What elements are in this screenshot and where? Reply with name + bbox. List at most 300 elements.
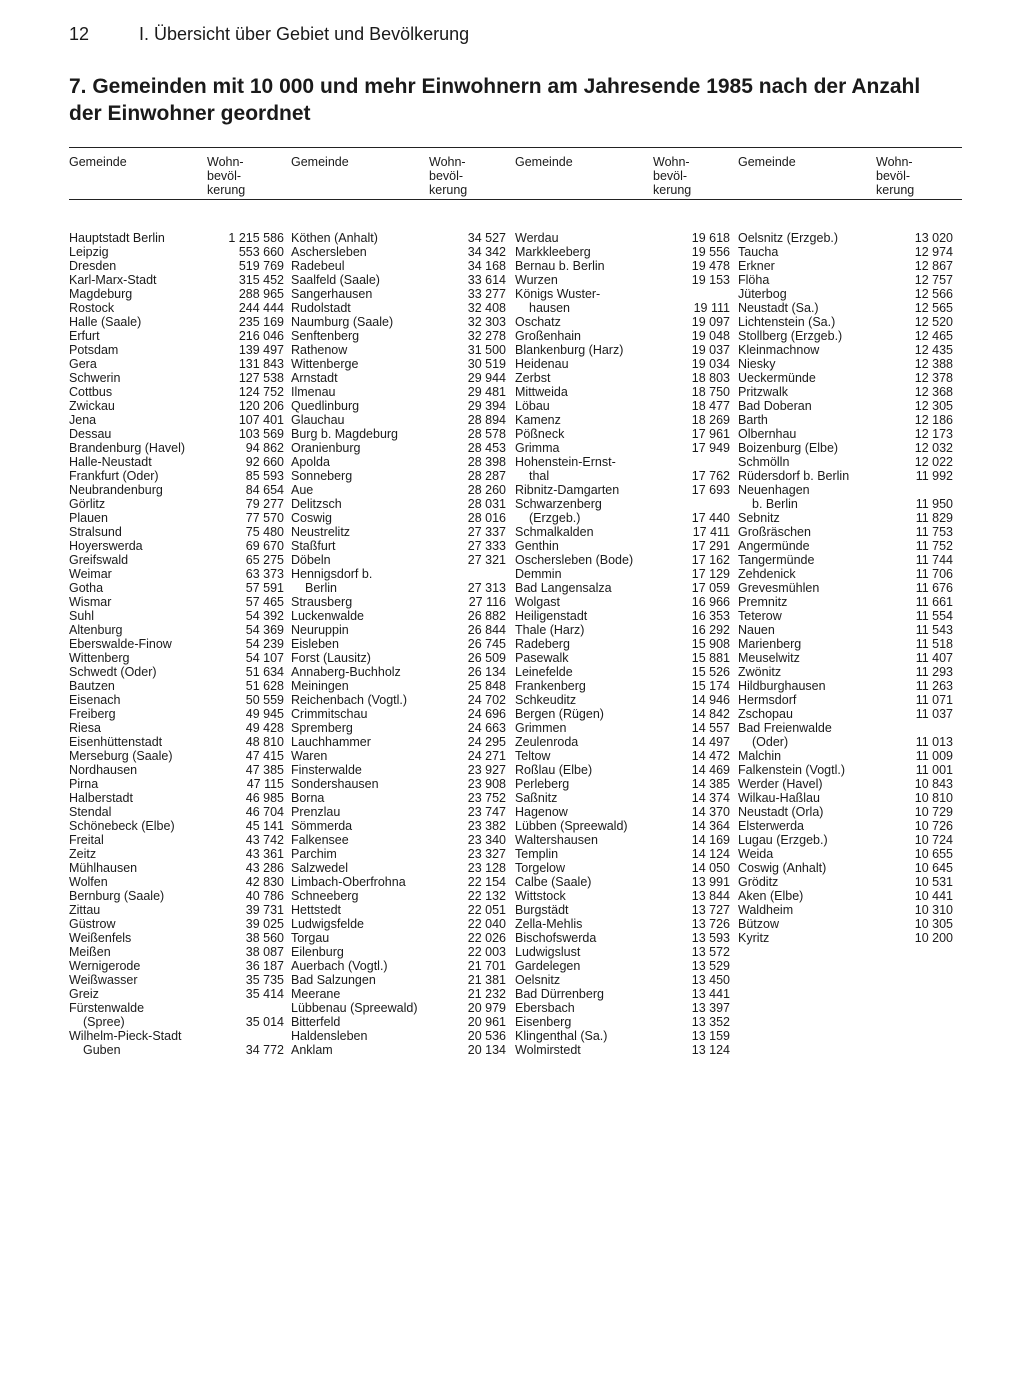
population-value: 27 321 <box>467 553 506 567</box>
gemeinde-name: Wilhelm-Pieck-Stadt <box>69 1029 182 1043</box>
table-row <box>69 455 284 469</box>
gemeinde-name: Neubrandenburg <box>69 483 163 497</box>
gemeinde-name: Guben <box>83 1043 121 1057</box>
gemeinde-name: Apolda <box>291 455 330 469</box>
population-value: 57 465 <box>245 595 284 609</box>
population-value: 50 559 <box>245 693 284 707</box>
gemeinde-name: Magdeburg <box>69 287 133 301</box>
table-row <box>515 665 730 679</box>
gemeinde-name: Sonneberg <box>291 469 353 483</box>
gemeinde-name: Sömmerda <box>291 819 353 833</box>
population-value: 23 927 <box>467 763 506 777</box>
table-row <box>738 525 953 539</box>
population-value: 216 046 <box>238 329 284 343</box>
gemeinde-name: Eisenberg <box>515 1015 572 1029</box>
gemeinde-name: Wolmirstedt <box>515 1043 581 1057</box>
population-value: 28 031 <box>467 497 506 511</box>
table-row <box>291 693 506 707</box>
gemeinde-name: Meerane <box>291 987 341 1001</box>
population-value: 244 444 <box>238 301 284 315</box>
population-value: 14 472 <box>691 749 730 763</box>
table-row <box>291 903 506 917</box>
table-row <box>515 1015 730 1029</box>
population-value: 14 364 <box>691 819 730 833</box>
gemeinde-name: Barth <box>738 413 768 427</box>
table-row <box>515 651 730 665</box>
table-row <box>515 735 730 749</box>
population-value: 79 277 <box>245 497 284 511</box>
gemeinde-name: Königs Wuster- <box>515 287 601 301</box>
gemeinde-name: Wismar <box>69 595 112 609</box>
gemeinde-name: Schönebeck (Elbe) <box>69 819 175 833</box>
table-row <box>738 875 953 889</box>
table-row <box>515 623 730 637</box>
table-row <box>738 231 953 245</box>
table-row <box>69 1043 284 1057</box>
column-rows <box>738 231 953 945</box>
population-value: 13 726 <box>691 917 730 931</box>
population-value: 24 702 <box>467 693 506 707</box>
gemeinde-name: Schwedt (Oder) <box>69 665 157 679</box>
population-value: 38 560 <box>245 931 284 945</box>
population-value: 28 894 <box>467 413 506 427</box>
gemeinde-name: Gröditz <box>738 875 779 889</box>
gemeinde-name: Oelsnitz (Erzgeb.) <box>738 231 839 245</box>
table-row <box>69 315 284 329</box>
population-value: 21 232 <box>467 987 506 1001</box>
table-row <box>515 805 730 819</box>
gemeinde-name: Oschatz <box>515 315 561 329</box>
population-value: 16 353 <box>691 609 730 623</box>
population-value: 18 269 <box>691 413 730 427</box>
table-row <box>291 707 506 721</box>
table-row <box>515 301 730 315</box>
table-row <box>69 273 284 287</box>
table-row <box>738 511 953 525</box>
gemeinde-name: Hohenstein-Ernst- <box>515 455 616 469</box>
population-value: 11 706 <box>915 567 953 581</box>
population-value: 19 034 <box>691 357 730 371</box>
gemeinde-name: Rostock <box>69 301 115 315</box>
table-row <box>291 931 506 945</box>
gemeinde-name: Coswig (Anhalt) <box>738 861 827 875</box>
table-row <box>515 287 730 301</box>
table-row <box>738 833 953 847</box>
gemeinde-name: Angermünde <box>738 539 810 553</box>
population-value: 24 271 <box>467 749 506 763</box>
population-value: 1 215 586 <box>228 231 284 245</box>
table-row <box>291 861 506 875</box>
population-value: 28 453 <box>467 441 506 455</box>
population-value: 21 701 <box>467 959 506 973</box>
population-value: 12 974 <box>914 245 953 259</box>
table-row <box>291 763 506 777</box>
population-value: 124 752 <box>238 385 284 399</box>
population-value: 13 159 <box>691 1029 730 1043</box>
gemeinde-name: Jüterbog <box>738 287 787 301</box>
gemeinde-name: Kyritz <box>738 931 770 945</box>
population-value: 19 153 <box>691 273 730 287</box>
gemeinde-name: Marienberg <box>738 637 802 651</box>
gemeinde-name: Pritzwalk <box>738 385 789 399</box>
table-row <box>515 539 730 553</box>
gemeinde-name: Borna <box>291 791 325 805</box>
table-row <box>515 931 730 945</box>
table-row <box>69 609 284 623</box>
gemeinde-name: hausen <box>529 301 571 315</box>
gemeinde-name: Riesa <box>69 721 101 735</box>
population-value: 47 385 <box>245 763 284 777</box>
table-row <box>515 917 730 931</box>
population-value: 17 693 <box>691 483 730 497</box>
table-row <box>515 511 730 525</box>
gemeinde-name: Pirna <box>69 777 99 791</box>
population-value: 13 397 <box>691 1001 730 1015</box>
table-row <box>291 917 506 931</box>
gemeinde-name: Halberstadt <box>69 791 133 805</box>
population-value: 57 591 <box>245 581 284 595</box>
gemeinde-name: Hettstedt <box>291 903 342 917</box>
table-row <box>291 819 506 833</box>
gemeinde-name: Werder (Havel) <box>738 777 823 791</box>
table-row <box>515 903 730 917</box>
gemeinde-name: Freital <box>69 833 104 847</box>
table-row <box>69 231 284 245</box>
gemeinde-name: Freiberg <box>69 707 116 721</box>
population-value: 11 554 <box>915 609 953 623</box>
gemeinde-name: Eisleben <box>291 637 339 651</box>
gemeinde-name: Gardelegen <box>515 959 581 973</box>
gemeinde-name: Waren <box>291 749 328 763</box>
gemeinde-name: Neuenhagen <box>738 483 810 497</box>
table-row <box>69 945 284 959</box>
population-value: 35 014 <box>245 1015 284 1029</box>
population-value: 28 578 <box>467 427 506 441</box>
table-row <box>515 875 730 889</box>
table-row <box>515 679 730 693</box>
table-row <box>291 455 506 469</box>
gemeinde-name: Kamenz <box>515 413 561 427</box>
gemeinde-name: b. Berlin <box>752 497 798 511</box>
population-value: 18 803 <box>691 371 730 385</box>
table-row <box>291 735 506 749</box>
population-value: 22 132 <box>467 889 506 903</box>
population-value: 33 277 <box>467 287 506 301</box>
gemeinde-name: Waltershausen <box>515 833 598 847</box>
table-row <box>291 651 506 665</box>
population-value: 23 908 <box>467 777 506 791</box>
gemeinde-name: Finsterwalde <box>291 763 362 777</box>
gemeinde-name: Neuruppin <box>291 623 349 637</box>
table-row <box>291 1029 506 1043</box>
gemeinde-name: Meiningen <box>291 679 349 693</box>
table-row <box>738 931 953 945</box>
population-value: 26 134 <box>467 665 506 679</box>
table-row <box>515 427 730 441</box>
gemeinde-name: Dessau <box>69 427 112 441</box>
gemeinde-name: Ueckermünde <box>738 371 816 385</box>
population-value: 22 051 <box>467 903 506 917</box>
population-value: 11 753 <box>915 525 953 539</box>
table-row <box>291 749 506 763</box>
table-row <box>738 609 953 623</box>
gemeinde-name: Greifswald <box>69 553 129 567</box>
page-number: 12 <box>69 24 90 44</box>
table-row <box>69 441 284 455</box>
gemeinde-name: Strausberg <box>291 595 353 609</box>
table-row <box>291 413 506 427</box>
population-value: 54 392 <box>245 609 284 623</box>
table-row <box>515 399 730 413</box>
gemeinde-name: Stralsund <box>69 525 122 539</box>
gemeinde-name: Premnitz <box>738 595 788 609</box>
gemeinde-name: Staßfurt <box>291 539 336 553</box>
column-rows <box>515 231 730 1057</box>
gemeinde-name: Frankenberg <box>515 679 586 693</box>
table-row <box>69 567 284 581</box>
population-value: 26 509 <box>467 651 506 665</box>
gemeinde-name: Neustrelitz <box>291 525 351 539</box>
table-row <box>291 497 506 511</box>
table-row <box>69 525 284 539</box>
gemeinde-name: Wittenberg <box>69 651 130 665</box>
table-row <box>515 231 730 245</box>
table-row <box>738 665 953 679</box>
table-row <box>69 749 284 763</box>
population-value: 17 440 <box>691 511 730 525</box>
population-value: 84 654 <box>245 483 284 497</box>
table-row <box>515 987 730 1001</box>
header-wohnbevoelkerung: Wohn- bevöl- kerung <box>429 155 468 197</box>
population-value: 10 305 <box>914 917 953 931</box>
gemeinde-name: Stendal <box>69 805 112 819</box>
table-row <box>291 441 506 455</box>
table-row <box>738 441 953 455</box>
table-row <box>515 833 730 847</box>
population-value: 10 200 <box>914 931 953 945</box>
gemeinde-name: Limbach-Oberfrohna <box>291 875 406 889</box>
population-value: 28 016 <box>467 511 506 525</box>
table-row <box>515 749 730 763</box>
table-row <box>291 777 506 791</box>
gemeinde-name: Delitzsch <box>291 497 342 511</box>
population-value: 27 337 <box>467 525 506 539</box>
table-row <box>69 637 284 651</box>
table-row <box>69 371 284 385</box>
table-row <box>291 1043 506 1057</box>
population-value: 49 428 <box>245 721 284 735</box>
table-row <box>291 483 506 497</box>
table-row <box>69 875 284 889</box>
gemeinde-name: Hoyerswerda <box>69 539 143 553</box>
gemeinde-name: Erfurt <box>69 329 100 343</box>
gemeinde-name: Zwönitz <box>738 665 782 679</box>
population-value: 13 572 <box>691 945 730 959</box>
gemeinde-name: Halle-Neustadt <box>69 455 152 469</box>
gemeinde-name: Grevesmühlen <box>738 581 820 595</box>
table-row <box>515 497 730 511</box>
gemeinde-name: Wilkau-Haßlau <box>738 791 820 805</box>
table-row <box>738 343 953 357</box>
table-row <box>738 483 953 497</box>
table-row <box>69 483 284 497</box>
table-row <box>69 707 284 721</box>
table-row <box>515 1001 730 1015</box>
table-row <box>291 721 506 735</box>
table-row <box>291 637 506 651</box>
gemeinde-name: Bernburg (Saale) <box>69 889 165 903</box>
population-value: 19 618 <box>691 231 730 245</box>
gemeinde-name: Neustadt (Sa.) <box>738 301 819 315</box>
table-row <box>69 539 284 553</box>
population-value: 23 128 <box>467 861 506 875</box>
table-row <box>738 749 953 763</box>
population-value: 13 124 <box>691 1043 730 1057</box>
table-row <box>738 497 953 511</box>
gemeinde-name: Weißenfels <box>69 931 132 945</box>
gemeinde-name: Malchin <box>738 749 782 763</box>
table-row <box>515 1029 730 1043</box>
population-value: 15 526 <box>691 665 730 679</box>
population-value: 43 742 <box>245 833 284 847</box>
gemeinde-name: Werdau <box>515 231 559 245</box>
table-row <box>738 329 953 343</box>
population-value: 12 520 <box>914 315 953 329</box>
population-value: 13 991 <box>691 875 730 889</box>
population-value: 54 369 <box>245 623 284 637</box>
table-row <box>69 329 284 343</box>
table-row <box>69 917 284 931</box>
population-value: 10 843 <box>914 777 953 791</box>
population-value: 17 059 <box>691 581 730 595</box>
table-row <box>69 805 284 819</box>
gemeinde-name: Coswig <box>291 511 332 525</box>
population-value: 10 726 <box>914 819 953 833</box>
population-value: 32 303 <box>467 315 506 329</box>
population-value: 12 435 <box>914 343 953 357</box>
table-row <box>515 693 730 707</box>
gemeinde-name: Schneeberg <box>291 889 359 903</box>
gemeinde-name: (Oder) <box>752 735 789 749</box>
gemeinde-name: Grimmen <box>515 721 567 735</box>
gemeinde-name: Torgau <box>291 931 330 945</box>
population-value: 13 450 <box>691 973 730 987</box>
table-row <box>69 763 284 777</box>
population-value: 235 169 <box>238 315 284 329</box>
table-row <box>69 777 284 791</box>
gemeinde-name: Schwarzenberg <box>515 497 602 511</box>
population-value: 17 961 <box>691 427 730 441</box>
table-row <box>291 427 506 441</box>
population-value: 19 478 <box>691 259 730 273</box>
population-value: 92 660 <box>245 455 284 469</box>
population-value: 13 441 <box>691 987 730 1001</box>
table-row <box>69 301 284 315</box>
gemeinde-name: Lauchhammer <box>291 735 371 749</box>
gemeinde-name: Großräschen <box>738 525 811 539</box>
population-value: 139 497 <box>238 343 284 357</box>
table-row <box>738 805 953 819</box>
table-row <box>69 259 284 273</box>
table-row <box>291 273 506 287</box>
table-row <box>69 679 284 693</box>
gemeinde-name: Zerbst <box>515 371 551 385</box>
gemeinde-name: Falkenstein (Vogtl.) <box>738 763 845 777</box>
population-value: 26 844 <box>467 623 506 637</box>
gemeinde-name: Arnstadt <box>291 371 338 385</box>
table-row <box>291 581 506 595</box>
population-value: 11 752 <box>915 539 953 553</box>
column-rows <box>291 231 506 1057</box>
gemeinde-name: Saßnitz <box>515 791 558 805</box>
table-row <box>738 735 953 749</box>
population-value: 10 441 <box>914 889 953 903</box>
population-value: 39 025 <box>245 917 284 931</box>
gemeinde-name: Heidenau <box>515 357 569 371</box>
gemeinde-name: (Spree) <box>83 1015 125 1029</box>
population-value: 17 411 <box>692 525 730 539</box>
gemeinde-name: Aken (Elbe) <box>738 889 804 903</box>
population-value: 14 842 <box>691 707 730 721</box>
gemeinde-name: Hildburghausen <box>738 679 826 693</box>
gemeinde-name: Hermsdorf <box>738 693 797 707</box>
population-value: 288 965 <box>238 287 284 301</box>
gemeinde-name: Boizenburg (Elbe) <box>738 441 839 455</box>
table-row <box>515 847 730 861</box>
table-row <box>738 707 953 721</box>
population-value: 54 239 <box>245 637 284 651</box>
gemeinde-name: Schwerin <box>69 371 121 385</box>
population-value: 85 593 <box>245 469 284 483</box>
table-row <box>515 385 730 399</box>
table-top-rule <box>69 147 962 148</box>
gemeinde-name: Blankenburg (Harz) <box>515 343 624 357</box>
population-value: 24 696 <box>467 707 506 721</box>
gemeinde-name: Gotha <box>69 581 104 595</box>
gemeinde-name: Aschersleben <box>291 245 367 259</box>
table-title: 7. Gemeinden mit 10 000 und mehr Einwohnern am Jahresende 1985 nach der Anzahl der Einwohner geordnet <box>69 75 921 125</box>
table-row <box>291 595 506 609</box>
population-value: 51 628 <box>245 679 284 693</box>
population-value: 49 945 <box>245 707 284 721</box>
table-row <box>515 609 730 623</box>
population-value: 20 536 <box>467 1029 506 1043</box>
gemeinde-name: Döbeln <box>291 553 331 567</box>
gemeinde-name: Nauen <box>738 623 775 637</box>
table-row <box>515 469 730 483</box>
population-value: 25 848 <box>467 679 506 693</box>
gemeinde-name: Tangermünde <box>738 553 815 567</box>
population-value: 29 394 <box>467 399 506 413</box>
population-value: 11 407 <box>915 651 953 665</box>
table-row <box>291 973 506 987</box>
population-value: 519 769 <box>238 259 284 273</box>
table-row <box>738 301 953 315</box>
population-value: 33 614 <box>467 273 506 287</box>
population-value: 28 287 <box>467 469 506 483</box>
gemeinde-name: Leinefelde <box>515 665 573 679</box>
population-value: 14 385 <box>691 777 730 791</box>
table-row <box>291 511 506 525</box>
gemeinde-name: Sondershausen <box>291 777 379 791</box>
table-row <box>291 357 506 371</box>
population-value: 18 750 <box>691 385 730 399</box>
table-row <box>738 623 953 637</box>
table-row <box>738 245 953 259</box>
table-row <box>69 623 284 637</box>
table-row <box>291 833 506 847</box>
table-row <box>515 329 730 343</box>
